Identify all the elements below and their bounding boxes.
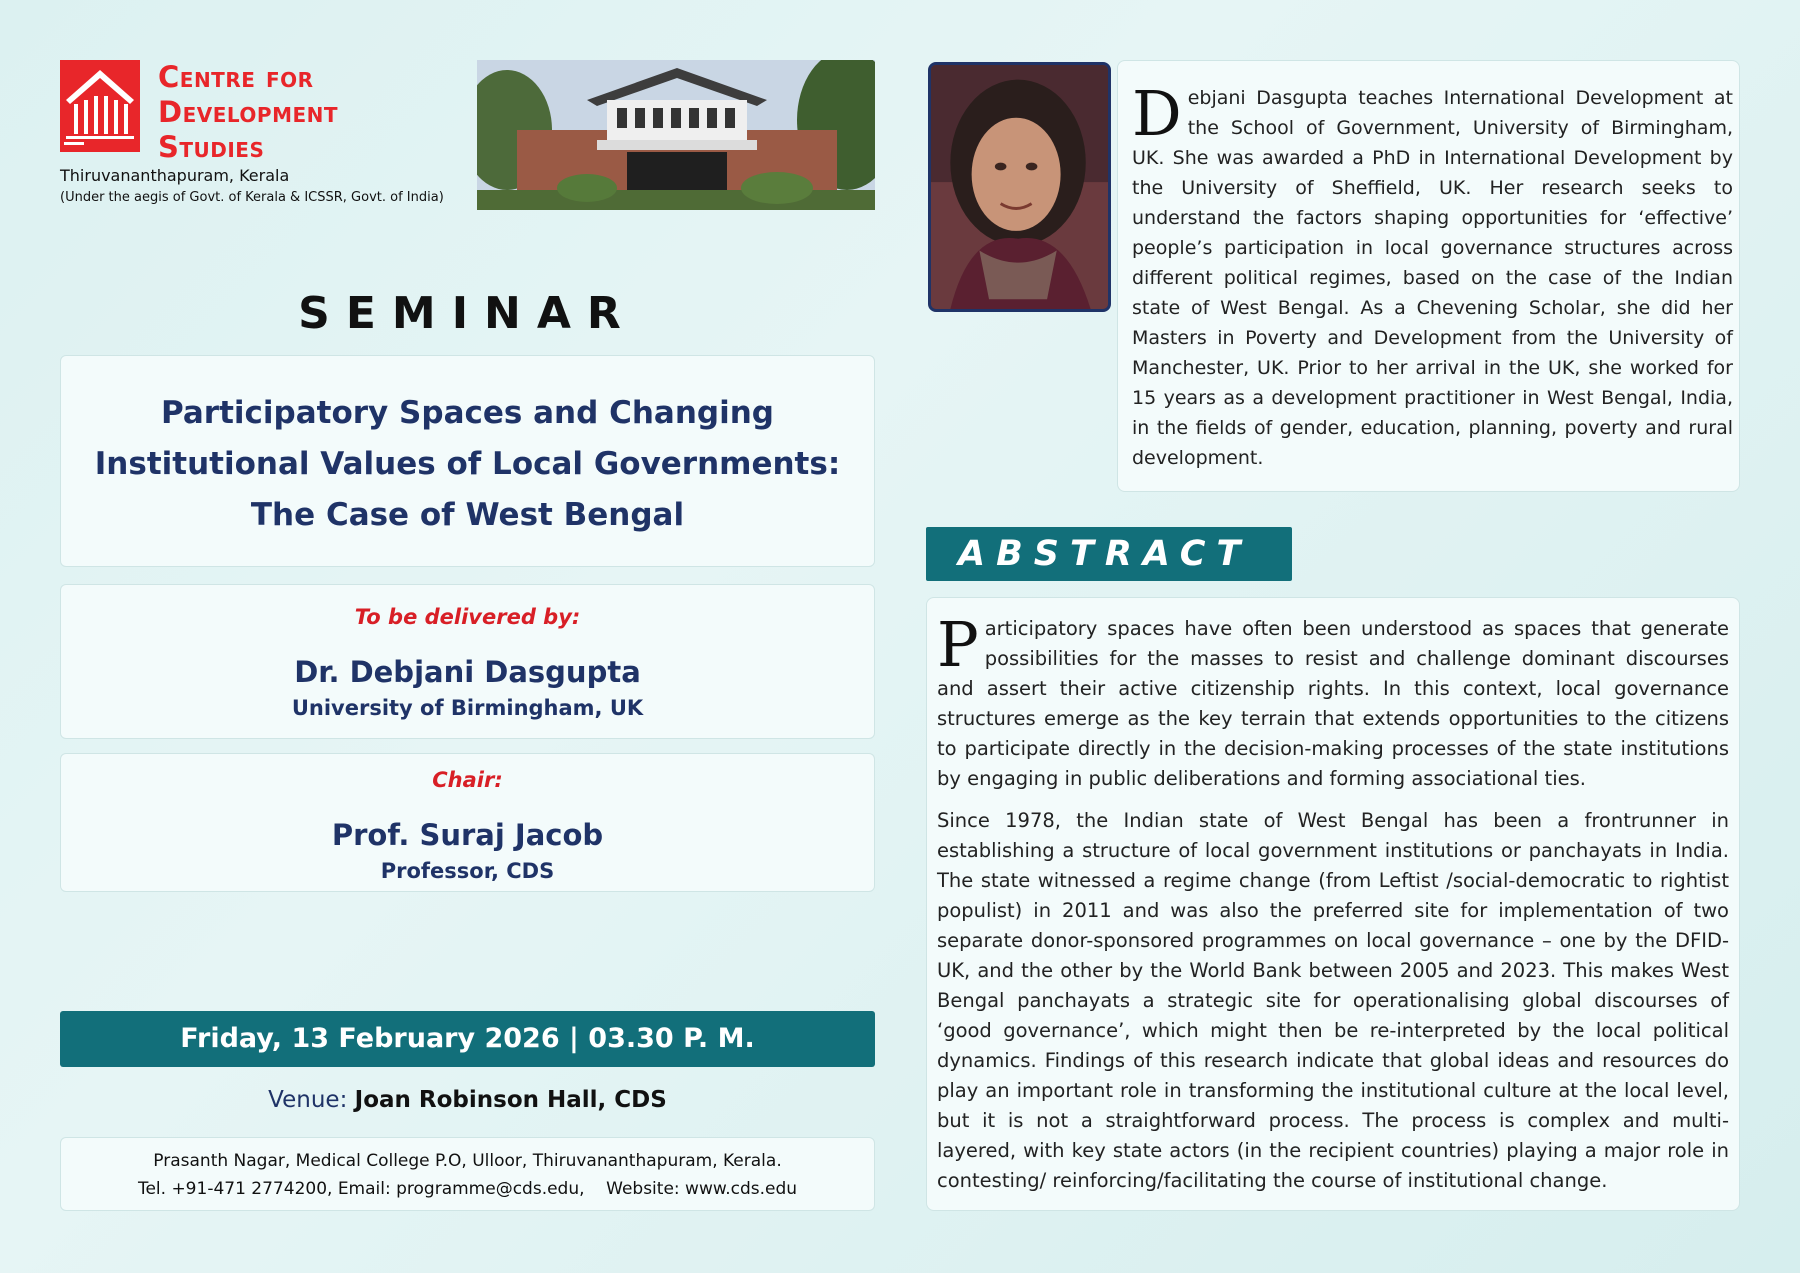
seminar-title [61,388,874,541]
bio-text: ebjani Dasgupta teaches International Development at the School of Government, University of Birmingham, UK. She was awarded a PhD in International Development by the University of Sheffield, UK. Her research seeks to understand the factors shaping opportunities for ‘effective’ people’s participation in local governance structures across different political regimes, based on the case of the Indian state of West Bengal. As a Chevening Scholar, she did her Masters in Poverty and Development from the University of Manchester, UK. Prior to her arrival in the UK, she worked for 15 years as a development practitioner in West Bengal, India, in the fields of gender, education, planning, poverty and rural development. [1132,87,1733,469]
speaker-portrait-image [928,62,1111,312]
venue-line [60,1087,875,1113]
abstract-paragraph-2: Since 1978, the Indian state of West Bengal has been a frontrunner in establishing a structure of local government institutions or panchayats in India. The state witnessed a regime change (from Leftist /social-democratic to rightist populist) in 2011 and was also the preferred site for implementation of two separate donor-sponsored programmes on local governance – one by the DFID-UK, and the other by the World Bank between 2005 and 2023. This makes West Bengal panchayats a strategic site for operationalising global discourses of ‘good governance’, which might then be re-interpreted by the local political dynamics. Findings of this research indicate that global ideas and resources do play an important role in transforming the institutional culture at the local level, but it is not a straightforward process. The process is complex and multi-layered, with key state actors (in the recipient countries) playing a major role in contesting/ reinforcing/facilitating the course of institutional change. [937,809,1729,1192]
abstract-dropcap: P [937,608,979,681]
speaker-label: To be delivered by: [354,605,581,629]
speaker-panel [60,584,875,739]
org-aegis: (Under the aegis of Govt. of Kerala & ICSSR, Govt. of India) [60,190,444,205]
seminar-title-line1: Participatory Spaces and Changing [161,395,774,431]
abstract-heading: ABSTRACT [926,527,1292,581]
speaker-name: Dr. Debjani Dasgupta [294,655,641,689]
seminar-title-line3: The Case of West Bengal [250,497,685,533]
org-name-line3: Studies [158,130,265,164]
contact-address: Prasanth Nagar, Medical College P.O, Ulloor, Thiruvananthapuram, Kerala. [153,1151,782,1171]
campus-building-image [477,60,875,210]
seminar-title-panel [60,355,875,567]
chair-affiliation: Professor, CDS [380,859,555,883]
chair-panel [60,753,875,892]
seminar-title-line2: Institutional Values of Local Governments: [94,446,841,482]
venue-label: Venue: [268,1087,348,1113]
chair-label: Chair: [432,768,503,792]
speaker-bio [1132,77,1733,473]
org-name-line1: Centre for [158,60,314,94]
abstract-paragraph-1 [937,608,1729,794]
abstract-paragraph-1-text: articipatory spaces have often been understood as spaces that generate possibilities for the masses to resist and challenge dominant discourses and assert their active citizenship rights. In this context, local governance structures emerge as the key terrain that extends opportunities to the citizens to participate directly in the decision-making processes of the state institutions by engaging in public deliberations and forming associational ties. [937,617,1729,790]
speaker-bio-panel [1117,60,1740,492]
bio-dropcap: D [1132,77,1182,150]
contact-panel [60,1137,875,1211]
org-location: Thiruvananthapuram, Kerala [60,166,290,185]
speaker-affiliation: University of Birmingham, UK [291,696,644,720]
abstract-text [937,608,1729,1196]
org-name [158,60,418,165]
cds-logo-icon [60,60,140,152]
event-date-bar: Friday, 13 February 2026 | 03.30 P. M. [60,1011,875,1067]
org-name-line2: Development [158,95,339,129]
venue-value: Joan Robinson Hall, CDS [354,1087,667,1113]
abstract-panel [926,597,1740,1211]
seminar-heading: SEMINAR [298,288,637,339]
chair-name: Prof. Suraj Jacob [331,818,604,852]
contact-details: Tel. +91-471 2774200, Email: programme@cds.edu, Website: www.cds.edu [137,1179,798,1199]
